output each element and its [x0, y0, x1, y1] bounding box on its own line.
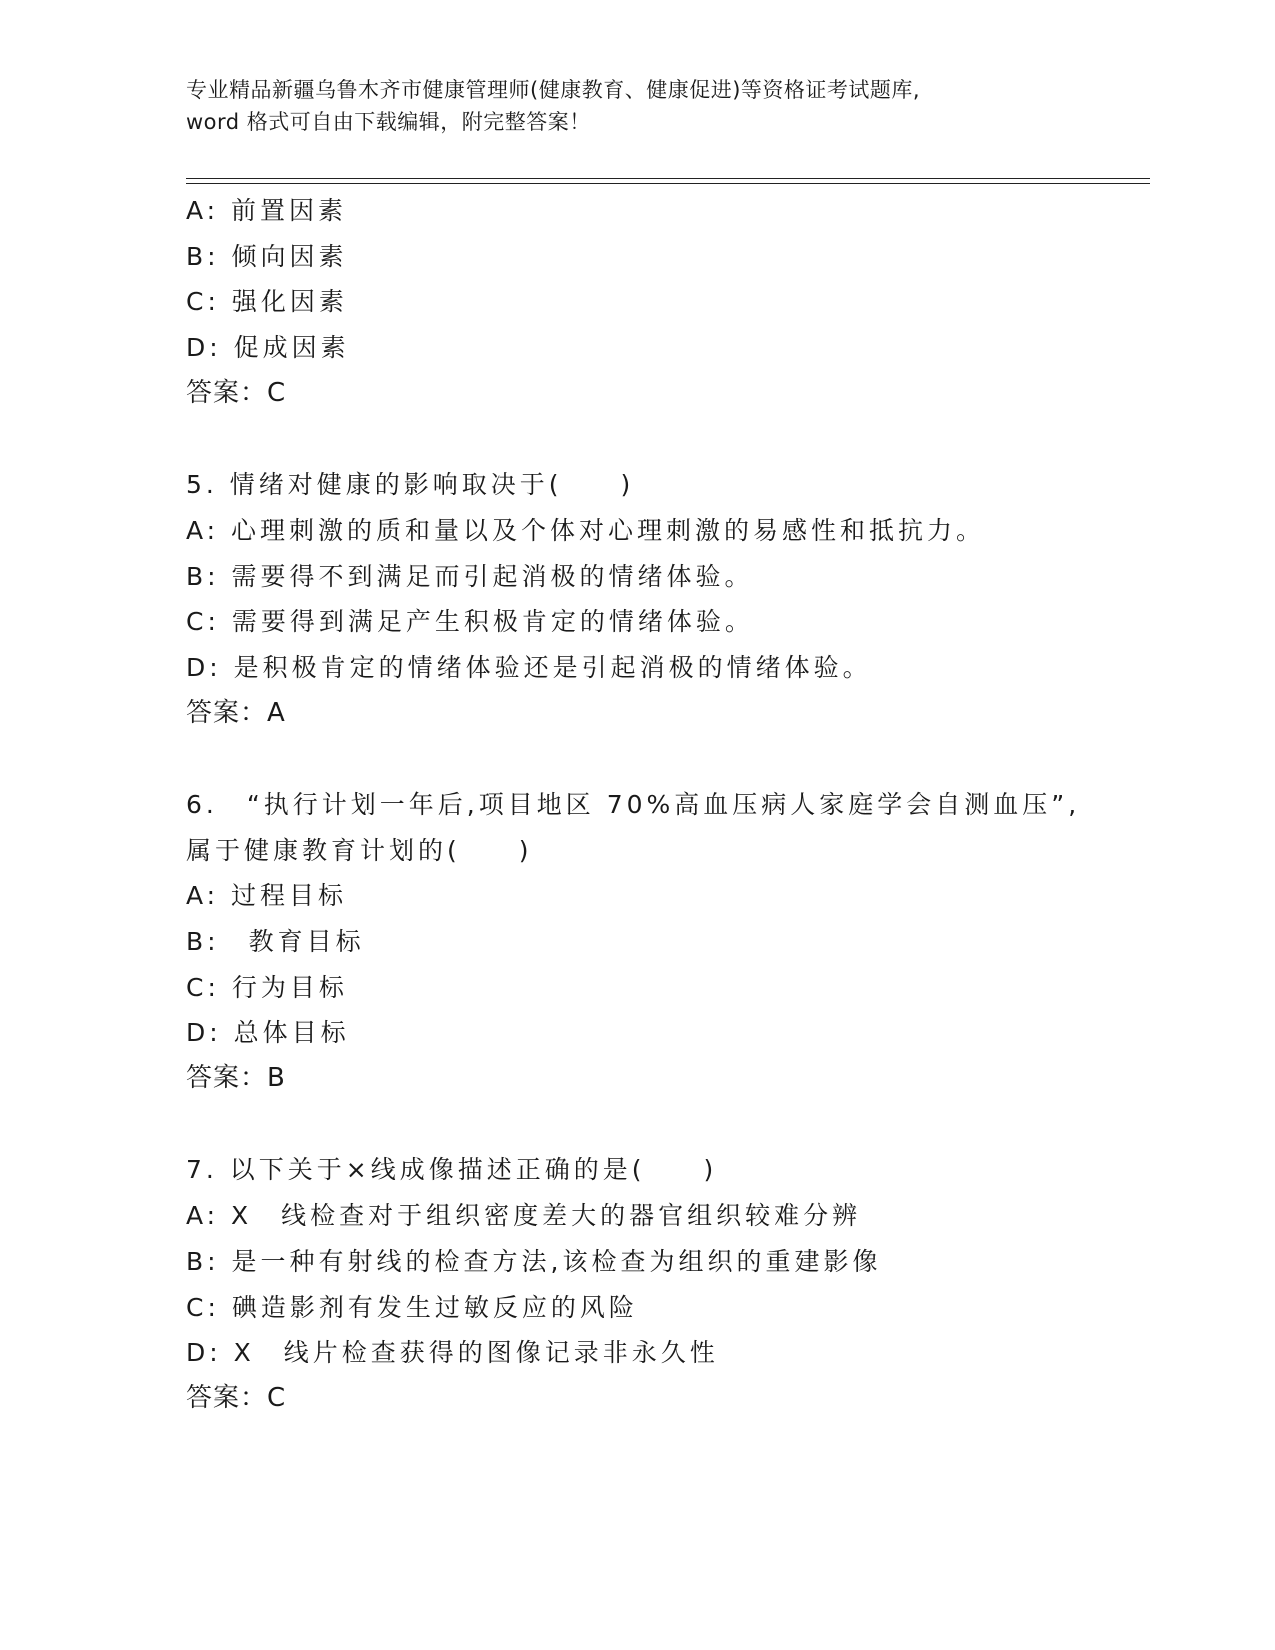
question-list — [186, 188, 1150, 1422]
q7-option-a: A: X 线检查对于组织密度差大的器官组织较难分辨 — [186, 1201, 862, 1231]
q6-stem-line-2: 属于健康教育计划的( ) — [186, 835, 533, 865]
header-rule-bottom — [186, 183, 1150, 184]
q5-answer: 答案：A — [186, 697, 286, 728]
header-rule-top — [186, 178, 1150, 179]
q6-answer: 答案：B — [186, 1063, 286, 1094]
q4-option-b: B: 倾向因素 — [186, 241, 348, 271]
q7-option-c: C: 碘造影剂有发生过敏反应的风险 — [186, 1292, 638, 1322]
q6-stem-line-1: 6. “执行计划一年后,项目地区 70%高血压病人家庭学会自测血压”, — [186, 789, 1081, 819]
q5-option-c: C: 需要得到满足产生积极肯定的情绪体验。 — [186, 607, 754, 637]
q4-option-a: A: 前置因素 — [186, 196, 348, 225]
spacer — [186, 416, 1150, 462]
document-header — [186, 74, 1086, 138]
header-line-1: 专业精品新疆乌鲁木齐市健康管理师(健康教育、健康促进)等资格证考试题库, — [186, 78, 921, 102]
q5-option-d: D: 是积极肯定的情绪体验还是引起消极的情绪体验。 — [186, 652, 872, 682]
q7-answer: 答案：C — [186, 1382, 287, 1413]
q4-option-c: C: 强化因素 — [186, 287, 348, 317]
q6-option-a: A: 过程目标 — [186, 881, 348, 911]
q4-answer: 答案：C — [186, 377, 287, 408]
q5-stem: 5. 情绪对健康的影响取决于( ) — [186, 470, 635, 500]
q6-option-c: C: 行为目标 — [186, 972, 348, 1002]
q5-option-b: B: 需要得不到满足而引起消极的情绪体验。 — [186, 561, 754, 591]
question-7 — [186, 1147, 1150, 1421]
question-6 — [186, 782, 1150, 1102]
question-4 — [186, 188, 1150, 416]
q7-option-d: D: X 线片检查获得的图像记录非永久性 — [186, 1338, 719, 1368]
q6-option-d: D: 总体目标 — [186, 1018, 350, 1048]
q5-option-a: A: 心理刺激的质和量以及个体对心理刺激的易感性和抵抗力。 — [186, 515, 986, 545]
q6-option-b: B: 教育目标 — [186, 927, 365, 956]
q7-option-b: B: 是一种有射线的检查方法,该检查为组织的重建影像 — [186, 1246, 882, 1276]
spacer — [186, 1102, 1150, 1148]
header-line-2: word 格式可自由下载编辑，附完整答案！ — [186, 110, 591, 134]
question-5 — [186, 462, 1150, 736]
q4-option-d: D: 促成因素 — [186, 333, 350, 363]
spacer — [186, 736, 1150, 782]
q7-stem: 7. 以下关于×线成像描述正确的是( ) — [186, 1155, 718, 1185]
